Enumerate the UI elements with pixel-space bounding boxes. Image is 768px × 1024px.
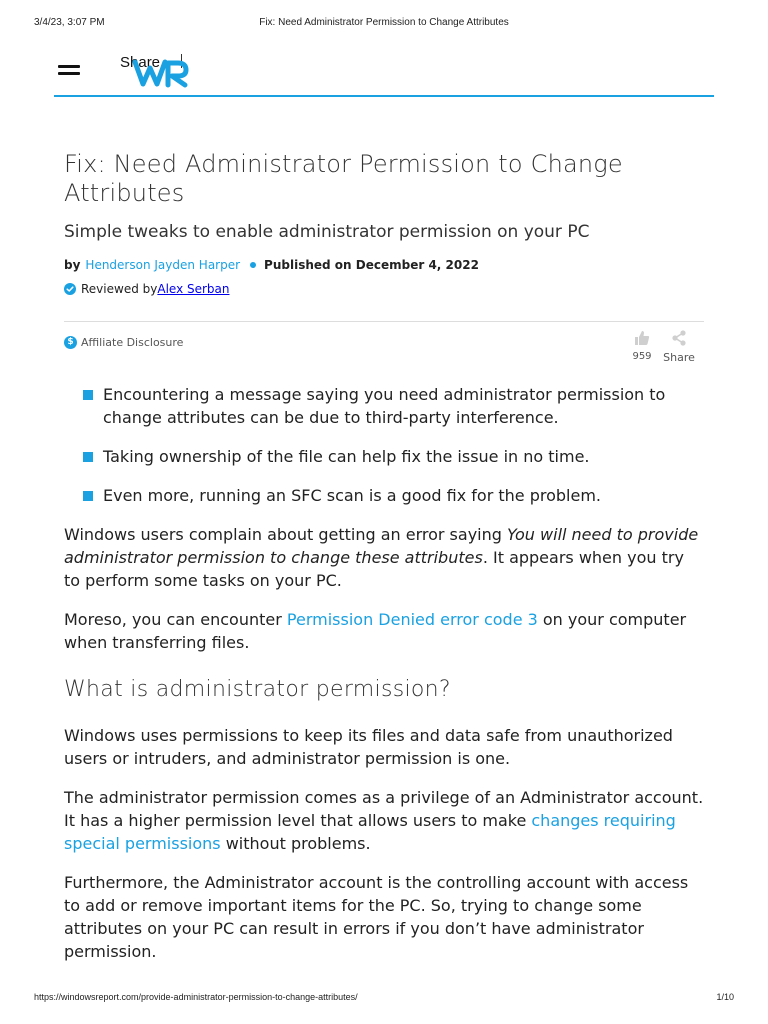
byline (64, 256, 704, 274)
bullet-square-icon (83, 452, 93, 462)
paragraph-moreso: Moreso, you can encounter Permission Denied error code 3 on your computer when transferring files. (64, 610, 687, 652)
thumbs-up-icon (634, 330, 650, 346)
article-header (64, 150, 704, 298)
like-count: 959 (632, 351, 652, 362)
article-title: Fix: Need Administrator Permission to Change Attributes (64, 150, 623, 207)
error-message-quote: You will need to provide administrator permission to change these attributes (64, 525, 699, 567)
verified-check-icon (64, 283, 76, 295)
paragraph-intro: Windows users complain about getting an error saying You will need to provide administrator permission to change these attributes. It appears when you try to perform some tasks on your PC. (64, 525, 699, 590)
affiliate-disclosure[interactable] (64, 333, 183, 351)
permission-denied-link[interactable]: Permission Denied error code 3 (286, 610, 538, 629)
reviewed-line (64, 280, 704, 298)
bullet-square-icon (83, 390, 93, 400)
dollar-icon: $ (64, 336, 77, 349)
list-item: Encountering a message saying you need administrator permission to change attributes can be due to third-party interference. (64, 383, 704, 429)
print-footer (34, 992, 734, 1006)
like-button[interactable] (628, 330, 656, 362)
paragraph-permissions: Windows uses permissions to keep its files and data safe from unauthorized users or intruders, and administrator permission is one. (64, 726, 673, 768)
bullet-square-icon (83, 491, 93, 501)
print-url: https://windowsreport.com/provide-administrator-permission-to-change-attributes/ (34, 992, 358, 1002)
share-icon (671, 330, 687, 346)
separator-dot (250, 262, 256, 268)
share-top-label[interactable]: Share (120, 54, 161, 71)
paragraph-admin-privilege: The administrator permission comes as a privilege of an Administrator account. It has a higher permission level that allows users to make changes requiring special permissions without problems. (64, 788, 704, 853)
menu-icon[interactable] (58, 62, 80, 76)
published-date: Published on December 4, 2022 (264, 258, 479, 272)
list-item: Taking ownership of the file can help fix the issue in no time. (64, 445, 704, 468)
page-number: 1/10 (716, 992, 734, 1002)
print-datetime: 3/4/23, 3:07 PM (34, 17, 105, 28)
reviewer-link[interactable]: Alex Serban (157, 282, 230, 296)
header-divider (54, 95, 714, 97)
disclosure-label: Affiliate Disclosure (81, 335, 184, 349)
list-item: Even more, running an SFC scan is a good fix for the problem. (64, 484, 704, 507)
print-page-title: Fix: Need Administrator Permission to Change Attributes (259, 17, 509, 28)
site-header (54, 50, 714, 98)
share-label: Share (663, 351, 695, 364)
key-points-list (64, 383, 704, 507)
reviewed-label: Reviewed by (81, 282, 158, 296)
paragraph-admin-account: Furthermore, the Administrator account is the controlling account with access to add or remove important items for the PC. So, trying to change some attributes on your PC can result in errors if you don’t have administrator permission. (64, 873, 689, 961)
by-label: by (64, 258, 81, 272)
meta-divider (64, 321, 704, 322)
article-subtitle: Simple tweaks to enable administrator permission on your PC (64, 222, 590, 242)
print-header (34, 17, 734, 31)
special-permissions-link[interactable]: changes requiring special permissions (64, 811, 676, 853)
section-heading: What is administrator permission? (64, 677, 451, 702)
share-button[interactable] (660, 330, 698, 364)
windowsreport-logo[interactable] (132, 52, 192, 90)
author-link[interactable]: Henderson Jayden Harper (85, 258, 241, 272)
article-body (64, 383, 704, 979)
